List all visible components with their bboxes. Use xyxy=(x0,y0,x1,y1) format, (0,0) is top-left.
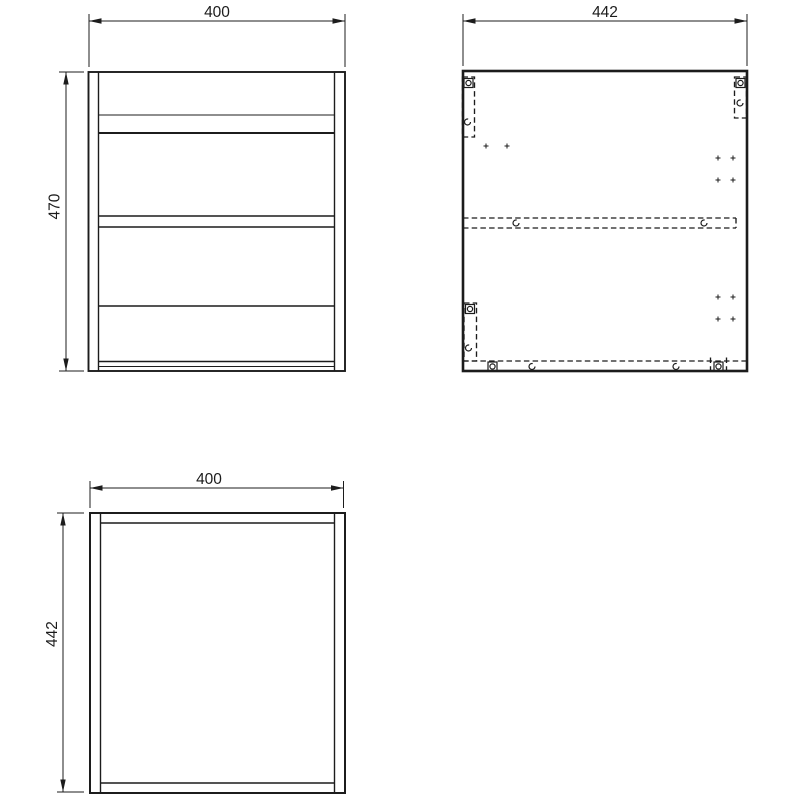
front-side-panel-lines xyxy=(99,72,335,371)
plan-front-back-edge-lines xyxy=(101,523,335,783)
plan-depth-dimension xyxy=(44,513,84,792)
front-view xyxy=(89,72,346,371)
front-view-outline xyxy=(89,72,346,371)
side-width-dimension xyxy=(463,4,747,66)
front-height-label: 470 xyxy=(46,193,64,220)
plan-view xyxy=(90,513,345,793)
screw-position-marks xyxy=(484,144,736,322)
front-width-dimension xyxy=(89,4,345,67)
side-width-extension-lines xyxy=(463,14,747,66)
front-height-extension-lines xyxy=(59,72,84,371)
plan-side-panel-lines xyxy=(101,513,335,793)
side-view-outline xyxy=(463,71,747,371)
plan-depth-label: 442 xyxy=(44,621,61,647)
side-view xyxy=(463,71,748,371)
front-height-dimension xyxy=(47,72,85,371)
front-width-extension-lines xyxy=(89,14,345,67)
side-width-label: 442 xyxy=(592,4,618,21)
front-shelf-lines xyxy=(99,216,335,362)
plan-width-label: 400 xyxy=(196,471,222,488)
hidden-bottom-panel-line xyxy=(463,358,747,371)
plan-depth-extension-lines xyxy=(57,513,84,792)
front-width-label: 400 xyxy=(204,4,230,21)
dowel-hole-markers xyxy=(465,100,744,370)
plan-view-outline xyxy=(90,513,345,793)
front-top-rail-line xyxy=(99,115,335,367)
hidden-shelf-band xyxy=(463,218,736,228)
plan-width-dimension xyxy=(90,471,344,508)
cam-lock-housings xyxy=(464,79,745,372)
